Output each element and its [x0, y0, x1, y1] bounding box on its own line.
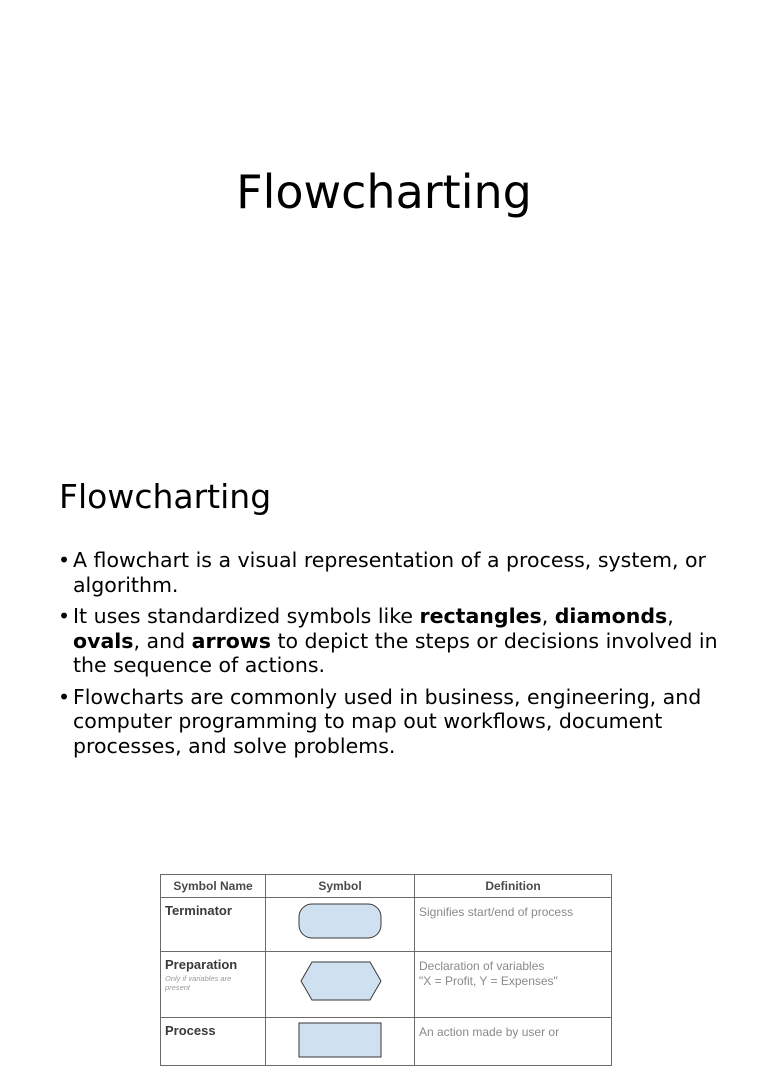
bullet-text: Flowcharts are commonly used in business, engineering, and computer programming to map out workflows, document processes, and solve problems. — [73, 684, 702, 758]
symbol-name: Process — [165, 1023, 216, 1038]
section-title: Flowcharting — [59, 477, 272, 516]
bullet-list — [58, 548, 718, 765]
symbol-name-cell — [161, 952, 266, 1018]
bullet-dot: • — [58, 684, 71, 709]
bold-term: diamonds — [554, 604, 668, 628]
symbol-cell — [266, 898, 415, 952]
definition-line: An action made by user or — [419, 1025, 560, 1039]
bullet-text: A flowchart is a visual representation of a process, system, or algorithm. — [73, 548, 706, 597]
definition-cell — [415, 898, 612, 952]
flowchart-symbol-table — [160, 874, 612, 1066]
bullet-text: , — [667, 604, 674, 628]
terminator-shape-icon — [266, 898, 415, 944]
definition-cell — [415, 1018, 612, 1066]
symbol-name: Preparation — [165, 957, 238, 972]
column-header-definition: Definition — [415, 875, 612, 898]
symbol-name-cell — [161, 898, 266, 952]
bold-term: rectangles — [419, 604, 542, 628]
definition-line: "X = Profit, Y = Expenses" — [419, 974, 558, 988]
table-row — [161, 898, 612, 952]
symbol-cell — [266, 952, 415, 1018]
definition-line: Signifies start/end of process — [419, 905, 574, 919]
symbol-name: Terminator — [165, 903, 232, 918]
table-header-row — [161, 875, 612, 898]
bold-term: ovals — [73, 628, 134, 653]
bullet-text: , — [541, 604, 555, 628]
slide-title: Flowcharting — [236, 165, 532, 219]
definition-cell — [415, 952, 612, 1018]
symbol-note: Only if variables are present — [165, 974, 232, 992]
definition-line: Declaration of variables — [419, 959, 545, 973]
bullet-item — [58, 685, 718, 759]
symbol-cell — [266, 1018, 415, 1066]
bullet-dot: • — [58, 548, 71, 572]
bullet-item — [58, 604, 718, 678]
bold-term: arrows — [191, 628, 271, 653]
bullet-text: , and — [133, 628, 192, 653]
table-row — [161, 1018, 612, 1066]
bullet-text: It uses standardized symbols like — [73, 604, 420, 628]
preparation-hexagon-icon — [266, 952, 415, 1010]
process-rectangle-icon — [266, 1018, 415, 1058]
column-header-symbol: Symbol — [266, 875, 415, 898]
column-header-symbol-name: Symbol Name — [161, 875, 266, 898]
symbol-name-cell — [161, 1018, 266, 1066]
bullet-dot: • — [58, 604, 71, 628]
table-row — [161, 952, 612, 1018]
bullet-item — [58, 548, 718, 597]
bullet-text: to depict the steps or decisions involved in the sequence of actions. — [73, 628, 718, 677]
